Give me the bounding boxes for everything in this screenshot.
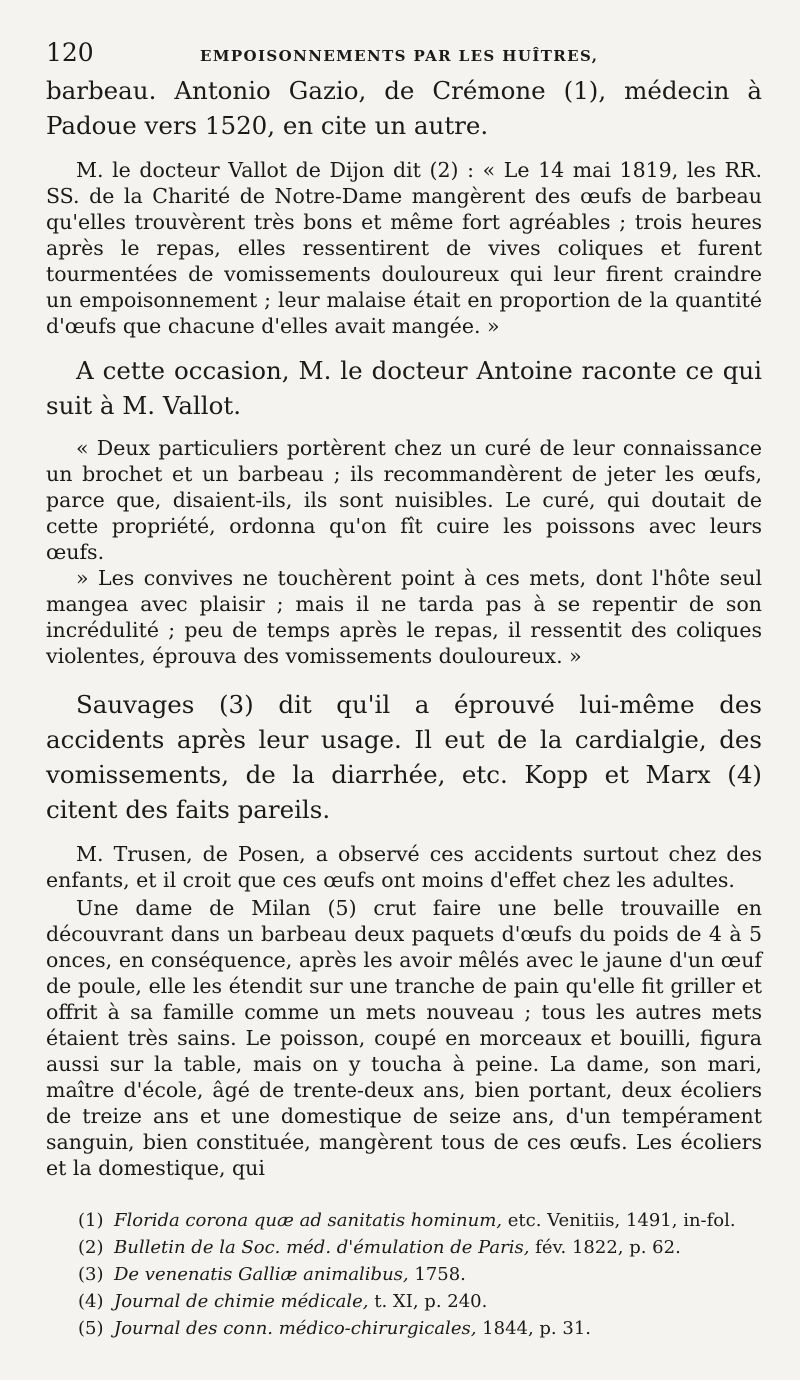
footnote [78, 1261, 762, 1288]
paragraph-quote-convives: » Les convives ne touchèrent point à ces mets, dont l'hôte seul mangea avec plaisir ; mais il ne tarda pas à se repentir de son incrédulité ; peu de temps après le repas, il ressentit des coliques violentes, éprouva des vomissements douloureux. » [46, 566, 762, 668]
footnote-number: (5) [78, 1318, 104, 1339]
paragraph-dame-milan: Une dame de Milan (5) crut faire une belle trouvaille en découvrant dans un barbeau deux paquets d'œufs du poids de 4 à 5 onces, en conséquence, après les avoir mêlés avec le jaune d'un œuf de poule, elle les étendit sur une tranche de pain qu'elle fit griller et offrit à sa famille comme un mets nouveau ; tous les autres mets étaient très sains. Le poisson, coupé en morceaux et bouilli, figura aussi sur la table, mais on y toucha à peine. La dame, son mari, maître d'école, âgé de trente-deux ans, bien portant, deux écoliers de treize ans et une domestique de seize ans, d'un tempérament sanguin, bien constituée, mangèrent tous de ces œufs. Les écoliers et la domestique, qui [46, 896, 762, 1180]
footnote-number: (4) [78, 1291, 104, 1312]
paragraph-trusen: M. Trusen, de Posen, a observé ces accidents surtout chez des enfants, et il croit que ces œufs ont moins d'effet chez les adultes. [46, 842, 762, 892]
footnote [78, 1207, 762, 1234]
paragraph-vallot: M. le docteur Vallot de Dijon dit (2) : « Le 14 mai 1819, les RR. SS. de la Charité de Notre-Dame mangèrent des œufs de barbeau qu'elles trouvèrent très bons et même fort agréables ; trois heures après le repas, elles ressentirent de vives coliques et furent tourmentées de vomissements douloureux qui leur firent craindre un empoisonnement ; leur malaise était en proportion de la quantité d'œufs que chacune d'elles avait mangée. » [46, 158, 762, 338]
footnote-details: fév. 1822, p. 62. [529, 1237, 681, 1258]
paragraph-antoine: A cette occasion, M. le docteur Antoine raconte ce qui suit à M. Vallot. [46, 356, 762, 420]
page-header [46, 38, 762, 67]
footnote-number: (2) [78, 1237, 104, 1258]
footnote-number: (3) [78, 1264, 104, 1285]
footnote-details: etc. Venitiis, 1491, in-fol. [502, 1210, 736, 1231]
running-title: EMPOISONNEMENTS PAR LES HUÎTRES, [200, 47, 599, 65]
footnote-details: 1844, p. 31. [476, 1318, 592, 1339]
footnotes [46, 1207, 762, 1342]
footnote-title: Journal de chimie médicale, [114, 1291, 369, 1312]
footnote [78, 1234, 762, 1261]
footnote [78, 1315, 762, 1342]
footnote-details: t. XI, p. 240. [368, 1291, 488, 1312]
footnote-title: Journal des conn. médico-chirurgicales, [114, 1318, 477, 1339]
footnote-number: (1) [78, 1210, 104, 1231]
footnote-details: 1758. [408, 1264, 466, 1285]
paragraph-gazio: barbeau. Antonio Gazio, de Crémone (1), médecin à Padoue vers 1520, en cite un autre. [46, 76, 762, 140]
footnote-title: De venenatis Galliæ animalibus, [114, 1264, 409, 1285]
footnote-title: Florida corona quæ ad sanitatis hominum, [114, 1210, 503, 1231]
footnote-title: Bulletin de la Soc. méd. d'émulation de Paris, [114, 1237, 530, 1258]
paragraph-quote-cure: « Deux particuliers portèrent chez un curé de leur connaissance un brochet et un barbeau ; ils recommandèrent de jeter les œufs, parce que, disaient-ils, ils sont nuisibles. Le curé, qui doutait de cette propriété, ordonna qu'on fît cuire les poissons avec leurs œufs. [46, 436, 762, 564]
page-number: 120 [46, 38, 94, 67]
paragraph-sauvages: Sauvages (3) dit qu'il a éprouvé lui-même des accidents après leur usage. Il eut de la cardialgie, des vomissements, de la diarrhée, etc. Kopp et Marx (4) citent des faits pareils. [46, 690, 762, 824]
footnote [78, 1288, 762, 1315]
